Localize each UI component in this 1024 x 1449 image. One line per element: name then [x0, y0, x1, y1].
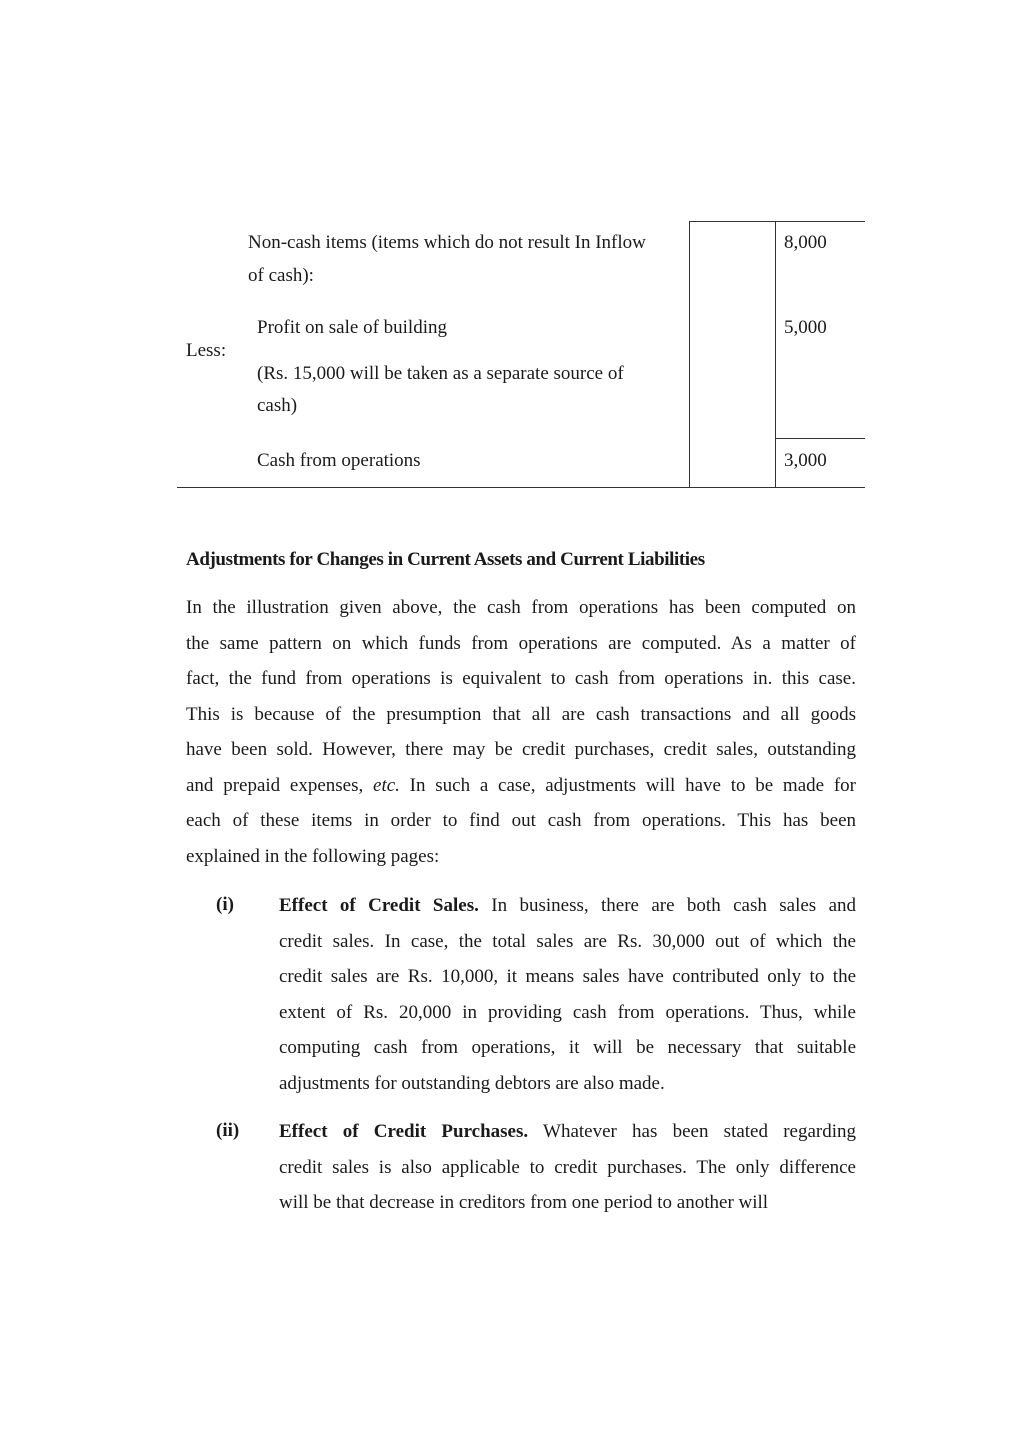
item-line: computing cash from operations, it will be necessary that suitable	[279, 1037, 856, 1058]
item-title: Effect of Credit Sales.	[279, 895, 479, 916]
profit-amount: 5,000	[784, 317, 827, 338]
section-heading: Adjustments for Changes in Current Assets and Current Liabilities	[186, 549, 705, 570]
paragraph-line	[186, 774, 856, 810]
item-line: extent of Rs. 20,000 in providing cash from operations. Thus, while	[279, 1001, 856, 1023]
item-line: credit sales is also applicable to credit purchases. The only difference	[279, 1156, 856, 1178]
noncash-amount: 8,000	[784, 232, 827, 253]
subtotal-rule	[775, 438, 865, 439]
table-column-rule-left	[689, 221, 690, 488]
item-line: will be that decrease in creditors from one period to another will	[279, 1192, 769, 1213]
noncash-items-line2: of cash):	[248, 265, 314, 286]
paragraph-line: This is because of the presumption that all are cash transactions and all goods	[186, 703, 856, 725]
item-text: Whatever has been stated regarding	[528, 1121, 857, 1142]
noncash-items-line1: Non-cash items (items which do not result In Inflow	[248, 232, 646, 253]
item-title: Effect of Credit Purchases.	[279, 1121, 529, 1142]
item-line: adjustments for outstanding debtors are also made.	[279, 1072, 665, 1094]
item-label-i: (i)	[216, 894, 234, 915]
item-body-ii	[279, 1120, 856, 1227]
item-line	[279, 1120, 856, 1156]
paragraph-line: explained in the following pages:	[186, 845, 440, 867]
item-line	[279, 894, 856, 930]
cash-ops-label: Cash from operations	[257, 450, 421, 471]
profit-label: Profit on sale of building	[257, 317, 447, 338]
table-top-rule	[689, 221, 865, 222]
paragraph-text: and prepaid expenses,	[186, 774, 374, 796]
item-text: In business, there are both cash sales and	[478, 895, 857, 916]
paragraph-text: In such a case, adjustments will have to be made for	[399, 774, 856, 796]
paragraph-line: have been sold. However, there may be credit purchases, credit sales, outstanding	[186, 739, 856, 760]
table-bottom-rule	[177, 487, 865, 488]
note-line2: cash)	[257, 395, 298, 416]
body-paragraph	[186, 596, 856, 880]
table-column-rule-right	[775, 221, 776, 488]
item-body-i	[279, 894, 856, 1107]
paragraph-line: each of these items in order to find out cash from operations. This has been	[186, 810, 856, 831]
paragraph-line: In the illustration given above, the cash from operations has been computed on	[186, 597, 856, 618]
item-line: credit sales are Rs. 10,000, it means sales have contributed only to the	[279, 966, 856, 987]
item-line: credit sales. In case, the total sales are Rs. 30,000 out of which the	[279, 930, 856, 952]
paragraph-line: the same pattern on which funds from operations are computed. As a matter of	[186, 632, 856, 654]
etc-text: etc.	[373, 774, 400, 796]
note-line1: (Rs. 15,000 will be taken as a separate source of	[257, 363, 624, 384]
item-label-ii: (ii)	[216, 1120, 240, 1141]
less-label: Less:	[186, 340, 227, 361]
cash-ops-amount: 3,000	[784, 450, 827, 471]
paragraph-line: fact, the fund from operations is equivalent to cash from operations in. this case.	[186, 668, 856, 689]
